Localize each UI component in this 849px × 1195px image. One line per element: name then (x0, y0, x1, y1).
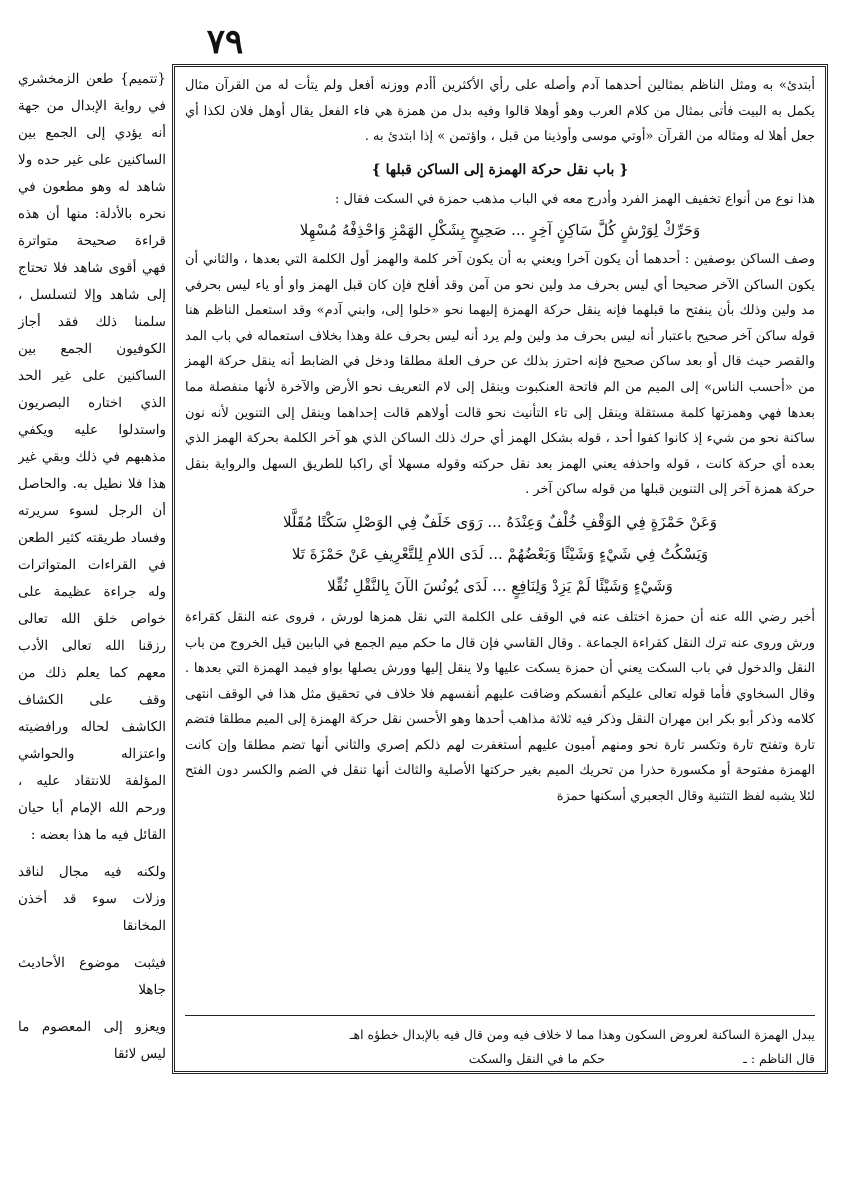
commentary-paragraph-1: وصف الساكن بوصفين : أحدهما أن يكون آخرا ويعني به أن يكون آخر كلمة والهمز أول الكلمة التي بعدها ، والثاني أن يكون الساكن الآخر صحيحا أي ليس بحرف مد ولين نحو من آمن وقد أفلح فإن كان قبل الهمز واو أو ياء ليس بحرفي مد ولين وذلك بأن ينفتح ما قبلهما فإنه ينقل حركة الهمزة إليهما نحو «خلوا إلى، وابني آدم» وقد استعمل الناظم هنا قوله ساكن آخر صحيح باعتبار أنه ليس بحرف مد ولين ولم يرد أنه ليس بحرف علة وهذا بخلاف استعماله في باب المد والقصر حيث قال أو بعد ساكن صحيح فإنه احترز بذلك عن حرف العلة مطلقا ودخل في الضابط أنه ينقل حركة الهمز من «أحسب الناس» إلى الميم من الم فاتحة العنكبوت وينقل إلى لام التعريف نحو الأرض والآخرة لأنها منفصلة مما بعدها فهي وهمزتها كلمة مستقلة وينقل إلى تاء التأنيث نحو قالت أولاهم قالت إحداهما وينقل إلى التنوين لأنه نون ساكنة نحو من شيء إذ كانوا كفوا أحد ، قوله بشكل الهمز أي حرك ذلك الساكن الذي هو آخر الكلمة بحركة الهمز الذي بعده أي حركة كانت ، قوله واحذفه يعني الهمز بعد نقل حركته وقوله مسهلا أي راكبا للطريق السهل والرواية بنقل حركة همزة آخر إلى التنوين قبلها من قوله ساكن آخر . (185, 251, 815, 498)
footnote-section-title: حكم ما في النقل والسكت (468, 1051, 605, 1066)
commentary-paragraph-2: أخبر رضي الله عنه أن حمزة اختلف عنه في الوقف على الكلمة التي نقل همزها لورش ، فروى عنه النقل كقراءة ورش وروى عنه ترك النقل كقراءة الجماعة . وقال القاسي فإن قال ما حكم ميم الجمع في البابين قيل الخروج من باب النقل والدخول في باب السكت يعني أن حمزة يسكت عليها ولا ينقل إليها وورش يصلها بواو فيمد الهمزة التي بعدها . وقال السخاوي فأما قوله تعالى عليكم أنفسكم وضاقت عليهم أنفسهم فلا خلاف في تحقيق مثل هذا في الوقف انتهى كلامه وذكر أبو بكر ابن مهران النقل وذكر فيه ثلاثة مذاهب أحدها وهو الأحسن نقل حركة الهمزة إلى الميم مطلقا فتضم تارة وتفتح تارة وتكسر تارة نحو ومنهم أميون عليهم أستغفرت لهم ذلكم إصري والثاني أنها تضم مطلقا وإن كانت الهمزة مفتوحة أو مكسورة حذرا من تحريك الميم بغير حركتها الأصلية والثالث أنها تنقل في الضم والكسر دون الفتح لئلا يشبه لفظ التثنية وقال الجعبري أسكنها حمزة (185, 609, 815, 805)
chapter-heading: { باب نقل حركة الهمزة إلى الساكن قبلها } (371, 161, 629, 178)
footnote-line-2: قال الناظم : ـ (743, 1051, 815, 1066)
poem-verse-3: وَيَسْكُتُ فِي شَيْءٍ وَشَيْئًا وَبَعْضُهُمْ ... لَدَى اللامِ لِلتَّعْرِيفِ عَنْ حَمْزَةَ تَلا (291, 544, 709, 563)
poem-verse-2: وَعَنْ حَمْزَةٍ فِي الوَقْفِ خُلْفٌ وَعِنْدَهُ ... رَوَى خَلَفٌ فِي الوَصْلِ سَكْتًا مُقَلَّلا (282, 512, 718, 531)
main-text-body (185, 73, 815, 1065)
margin-note-tatmim: {تتميم} طعن الزمخشري في رواية الإبدال من جهة أنه يؤدي إلى الجمع بين الساكنين على غير حده ولا شاهد له وهو مطعون في نحره بالأدلة: منها أن هذه قراءة صحيحة متواترة فهي أقوى شاهد فلا تحتاج إلى شاهد وإلا لتسلسل ، سلمنا ذلك فقد أجاز الكوفيون الجمع بين الساكنين على غير الحد الذي اختاره البصريون واستدلوا عليه ويكفي مذهبهم في ذلك وبقي غير هذا فلا نطيل به. والحاصل أن الرجل لسوء سريرته وفساد طريقته كثير الطعن في القراءات المتواترات وله جراءة عظيمة على خواص خلق الله تعالى رزقنا الله تعالى الأدب معهم كما يعلم ذلك من وقف على الكشاف الكاشف لحاله ورافضيته واعتزاله والحواشي المؤلفة للانتقاد عليه ، ورحم الله الإمام أبا حيان القائل فيه ما هذا بعضه : (18, 71, 166, 843)
margin-poem-line-2: فيثبت موضوع الأحاديث جاهلا (18, 955, 166, 998)
poem-verse-4: وَشَيْءٍ وَشَيْئًا لَمْ يَزِدْ وَلِنَافِعٍ ... لَدَى يُونُسَ الآنَ بِالنَّقْلِ نُقِّلا (327, 576, 673, 595)
poem-verses-block (185, 507, 815, 601)
chapter-intro: هذا نوع من أنواع تخفيف الهمز الفرد وأدرج معه في الباب مذهب حمزة في السكت فقال : (335, 192, 815, 208)
footnote-line-1: يبدل الهمزة الساكنة لعروض السكون وهذا مما لا خلاف فيه ومن قال فيه بالإبدال خطؤه اهـ (349, 1027, 815, 1042)
intro-paragraph: أبتدئ» به ومثل الناظم بمثالين أحدهما آدم وأصله على رأي الأكثرين أأدم ووزنه أفعل ولم يتأت له من القرآن مثال يكمل به البيت فأتى بمثال من كلام العرب وهو أوهلا قالوا وفيه بدل من همزة هي فاء الفعل يقال أوهل فلان لكذا أي جعل أهلا له ومثاله من القرآن «أوتي موسى وأوذينا من قبل ، واؤتمن » إذا ابتدئ به . (185, 78, 815, 145)
main-text-frame (172, 64, 828, 1074)
margin-poem-line-3: ويعزو إلى المعصوم ما ليس لائقا (18, 1019, 166, 1062)
poem-verse-1: وَحَرِّكْ لِوَرْشٍ كُلَّ سَاكِنٍ آخِرٍ ... صَحِيحٍ بِشَكْلِ الهَمْزِ وَاحْذِفْهُ مُسْهِلا (299, 220, 701, 239)
footnote-area (185, 1023, 815, 1071)
margin-poem-line-1: ولكنه فيه مجال لناقد وزلات سوء قد أخذن المخانقا (18, 864, 166, 934)
footnote-divider (185, 1015, 815, 1016)
page-number: ٧٩ (206, 22, 244, 62)
margin-commentary (18, 66, 166, 1096)
